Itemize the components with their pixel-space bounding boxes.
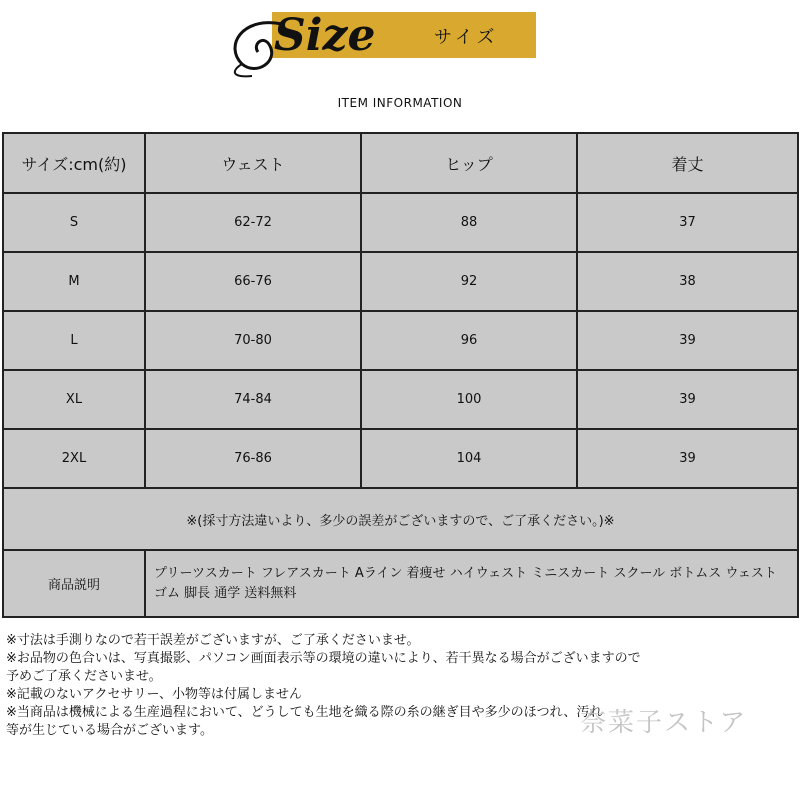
waist-cell: 66-76 [145,252,361,311]
length-cell: 39 [577,370,798,429]
waist-cell: 70-80 [145,311,361,370]
table-row [3,311,798,370]
disclaimer-line: ※お品物の色合いは、写真撮影、パソコン画面表示等の環境の違いにより、若干異なる場合がございますので [6,651,641,666]
measurement-note: ※(採寸方法違いより、多少の誤差がございますので、ご了承ください。)※ [3,488,798,550]
waist-cell: 62-72 [145,193,361,252]
column-header-hip: ヒップ [361,133,577,193]
disclaimer-line: ※寸法は手測りなので若干誤差がございますが、ご了承くださいませ。 [6,633,420,648]
table-row [3,429,798,488]
size-cell: S [3,193,145,252]
size-header [222,6,552,78]
size-table-header-row [3,133,798,193]
disclaimer-line: 予めご了承くださいませ。 [6,669,162,684]
column-header-size: サイズ:cm(約) [3,133,145,193]
measurement-note-row [3,488,798,550]
size-logo-text: Size [274,10,376,61]
waist-cell: 76-86 [145,429,361,488]
table-row [3,252,798,311]
size-banner-label: サイズ [434,27,499,48]
product-description-row [3,550,798,617]
length-cell: 37 [577,193,798,252]
disclaimer-line: ※当商品は機械による生産過程において、どうしても生地を織る際の糸の継ぎ目や多少のほつれ、汚れ [6,705,603,720]
size-cell: L [3,311,145,370]
product-description-text: プリーツスカート フレアスカート Aライン 着痩せ ハイウェスト ミニスカート スクール ボトムス ウェストゴム 脚長 通学 送料無料 [145,550,798,617]
table-row [3,370,798,429]
waist-cell: 74-84 [145,370,361,429]
hip-cell: 88 [361,193,577,252]
hip-cell: 104 [361,429,577,488]
disclaimer-line: 等が生じている場合がございます。 [6,723,213,738]
column-header-length: 着丈 [577,133,798,193]
length-cell: 39 [577,311,798,370]
item-information-title: ITEM INFORMATION [337,96,463,110]
hip-cell: 100 [361,370,577,429]
product-description-label: 商品説明 [3,550,145,617]
store-watermark: 奈菜子ストア [580,708,748,738]
table-row [3,193,798,252]
size-cell: XL [3,370,145,429]
size-cell: M [3,252,145,311]
size-cell: 2XL [3,429,145,488]
hip-cell: 92 [361,252,577,311]
disclaimer-line: ※記載のないアクセサリー、小物等は付属しません [6,687,302,702]
hip-cell: 96 [361,311,577,370]
length-cell: 38 [577,252,798,311]
length-cell: 39 [577,429,798,488]
column-header-waist: ウェスト [145,133,361,193]
size-table [2,132,799,618]
